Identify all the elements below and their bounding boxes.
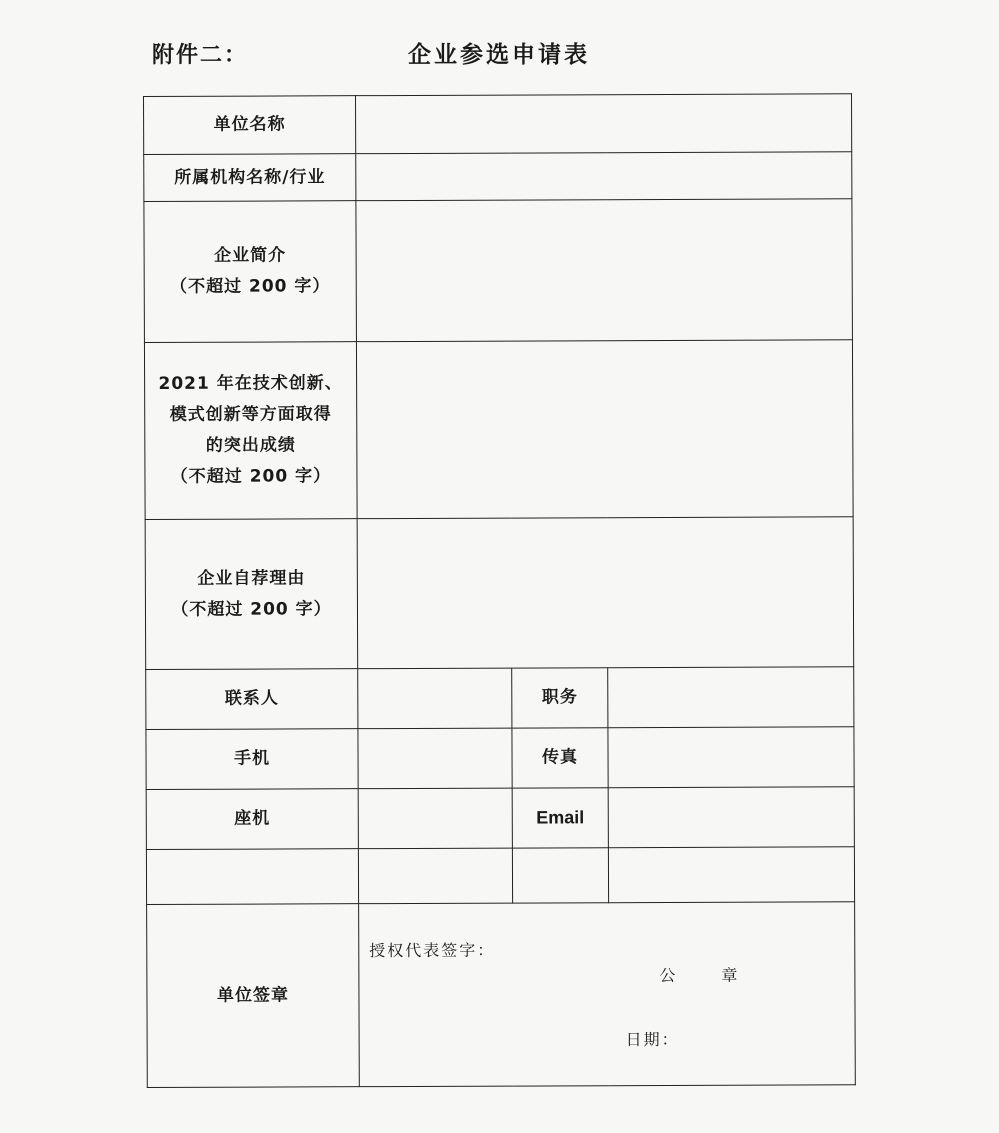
recommend-label: 企业自荐理由 [197, 567, 306, 589]
fax-field[interactable] [608, 727, 854, 788]
row-institution [144, 152, 852, 202]
intro-label-cell [144, 201, 357, 343]
achievement-field[interactable] [356, 340, 853, 519]
row-unit-name [144, 94, 852, 155]
date-label: 日期： [625, 1029, 680, 1050]
seal-label: 单位签章 [147, 904, 360, 1088]
achievement-limit: （不超过 200 字） [170, 466, 332, 487]
email-label: Email [512, 788, 608, 848]
attachment-label: 附件二： [152, 43, 249, 68]
recommend-limit: （不超过 200 字） [171, 598, 332, 620]
intro-label: 企业简介 [214, 245, 287, 266]
row-intro [144, 199, 853, 343]
blank-cell-2[interactable] [358, 848, 512, 904]
achievement-label-line-2: 模式创新等方面取得 [169, 404, 332, 425]
recommend-field[interactable] [357, 517, 854, 669]
email-field[interactable] [608, 787, 854, 848]
intro-field[interactable] [356, 199, 853, 342]
row-achievement [144, 340, 853, 520]
row-landline [146, 787, 854, 850]
fax-label: 传真 [512, 728, 608, 788]
recommend-label-cell [145, 519, 358, 670]
intro-limit: （不超过 200 字） [170, 276, 331, 297]
seal-char-1: 公 [659, 965, 678, 986]
unit-name-field[interactable] [356, 94, 852, 154]
contact-label: 联系人 [146, 669, 358, 730]
contact-field[interactable] [358, 668, 512, 729]
unit-name-label: 单位名称 [144, 96, 356, 155]
achievement-label-line-1: 2021 年在技术创新、 [158, 373, 343, 394]
mobile-label: 手机 [146, 729, 358, 790]
signature-area[interactable] [359, 902, 856, 1087]
row-recommend [145, 517, 854, 670]
position-label: 职务 [512, 668, 608, 728]
institution-field[interactable] [356, 152, 852, 201]
achievement-label-line-3: 的突出成绩 [205, 435, 296, 456]
row-contact [146, 667, 854, 730]
rep-signature-label: 授权代表签字： [369, 940, 496, 961]
mobile-field[interactable] [358, 728, 512, 789]
row-mobile [146, 727, 854, 790]
landline-label: 座机 [146, 789, 358, 850]
row-seal [147, 902, 856, 1088]
blank-cell-3[interactable] [512, 848, 608, 903]
form-title: 企业参选申请表 [408, 42, 590, 68]
landline-field[interactable] [358, 788, 512, 849]
seal-char-2: 章 [721, 965, 740, 985]
blank-cell-4[interactable] [608, 847, 854, 903]
institution-label: 所属机构名称/行业 [144, 154, 356, 202]
blank-cell-1[interactable] [146, 849, 358, 905]
achievement-label-cell [144, 342, 357, 520]
application-form [143, 93, 856, 1088]
position-field[interactable] [608, 667, 854, 728]
row-blank [146, 847, 854, 905]
